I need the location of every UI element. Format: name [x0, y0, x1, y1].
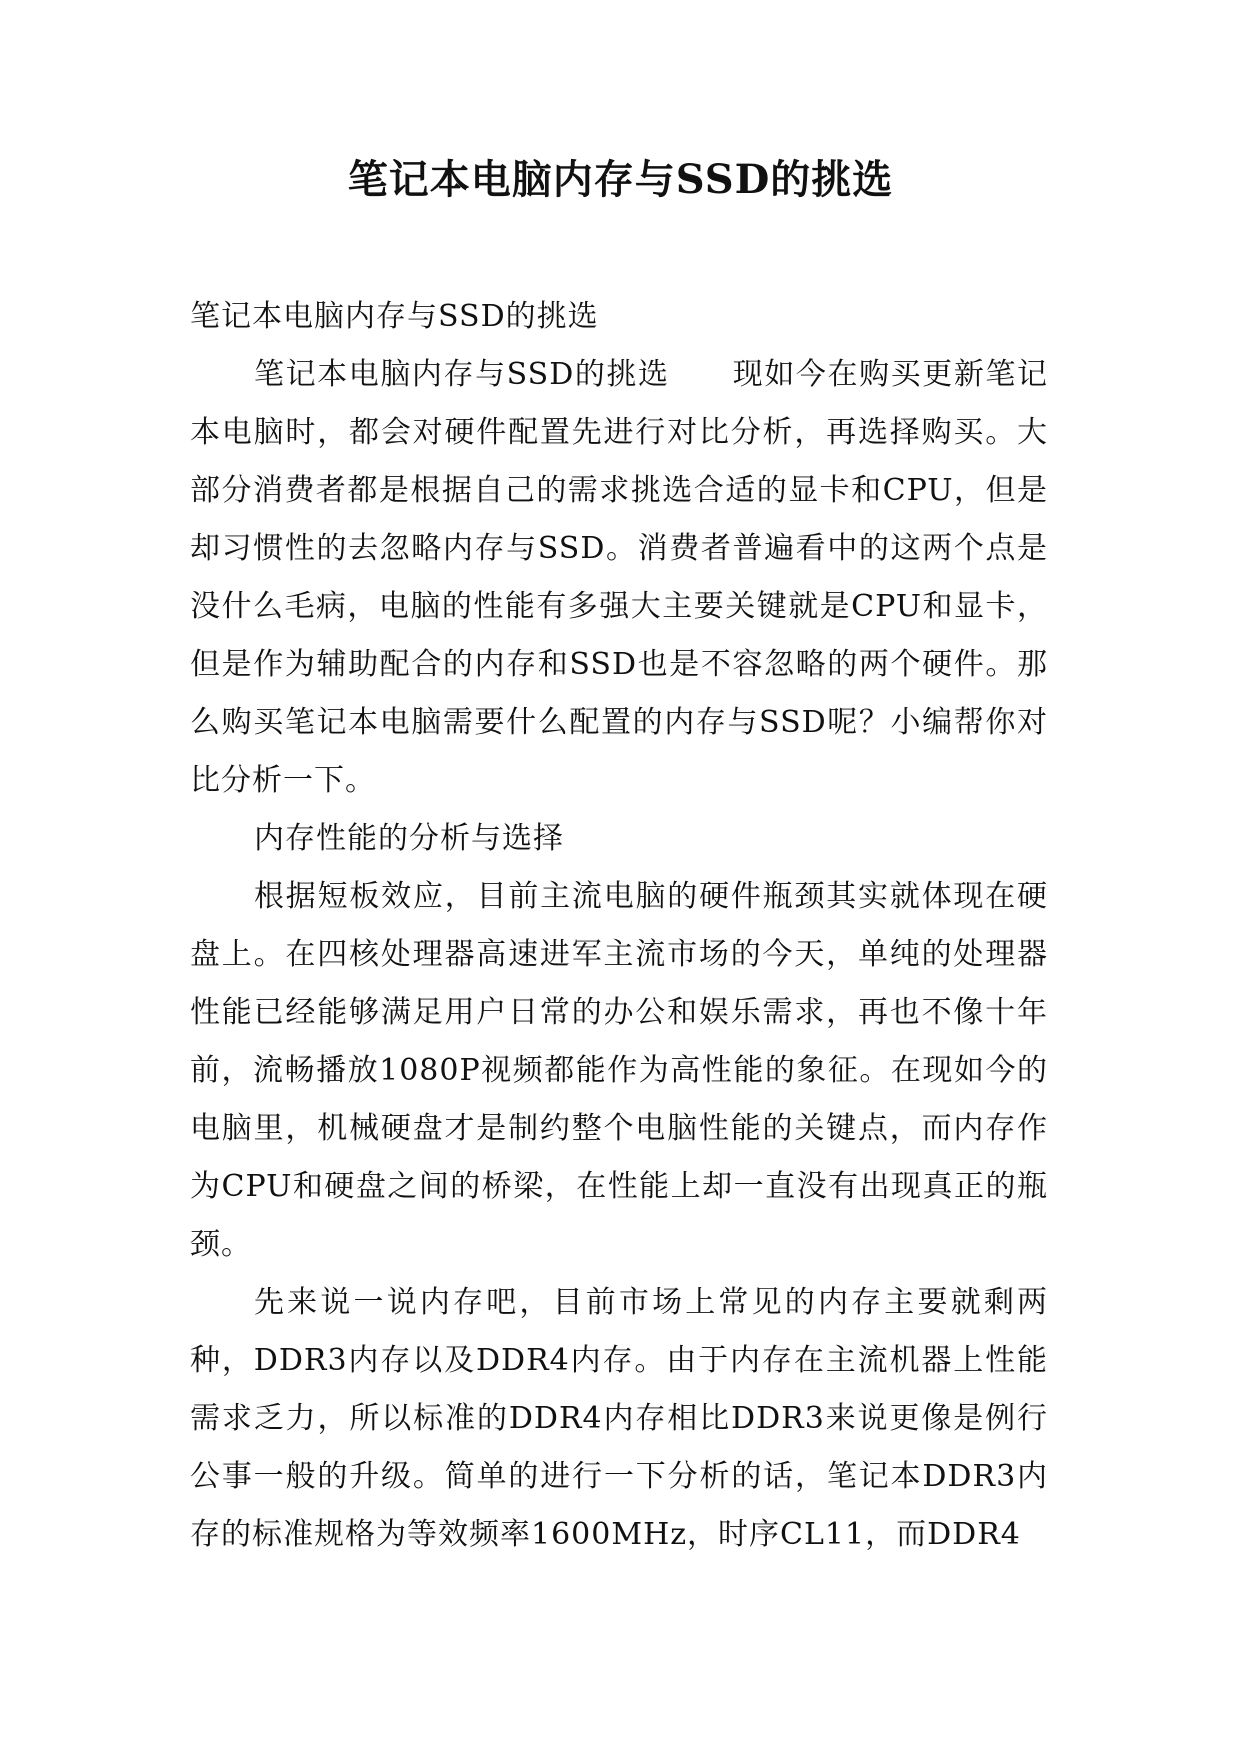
section-heading-memory: 内存性能的分析与选择 [254, 821, 564, 856]
paragraph-ddr: 先来说一说内存吧，目前市场上常见的内存主要就剩两种，DDR3内存以及DDR4内存。由于内存在主流机器上性能需求乏力，所以标准的DDR4内存相比DDR3来说更像是例行公事一般的升级。简单的进行一下分析的话，笔记本DDR3内存的标准规格为等效频率1600MHz，时序CL11，而DDR4 [190, 1285, 1048, 1552]
paragraph-heading: 笔记本电脑内存与SSD的挑选 [190, 299, 599, 334]
document-body [190, 288, 1048, 1564]
paragraph-intro: 笔记本电脑内存与SSD的挑选 现如今在购买更新笔记本电脑时，都会对硬件配置先进行对比分析，再选择购买。大部分消费者都是根据自己的需求挑选合适的显卡和CPU，但是却习惯性的去忽略内存与SSD。消费者普遍看中的这两个点是没什么毛病，电脑的性能有多强大主要关键就是CPU和显卡，但是作为辅助配合的内存和SSD也是不容忽略的两个硬件。那么购买笔记本电脑需要什么配置的内存与SSD呢？小编帮你对比分析一下。 [190, 357, 1048, 798]
paragraph-bottleneck: 根据短板效应，目前主流电脑的硬件瓶颈其实就体现在硬盘上。在四核处理器高速进军主流市场的今天，单纯的处理器性能已经能够满足用户日常的办公和娱乐需求，再也不像十年前，流畅播放1080P视频都能作为高性能的象征。在现如今的电脑里，机械硬盘才是制约整个电脑性能的关键点，而内存作为CPU和硬盘之间的桥梁，在性能上却一直没有出现真正的瓶颈。 [190, 879, 1048, 1262]
document-title: 笔记本电脑内存与SSD的挑选 [347, 156, 894, 203]
